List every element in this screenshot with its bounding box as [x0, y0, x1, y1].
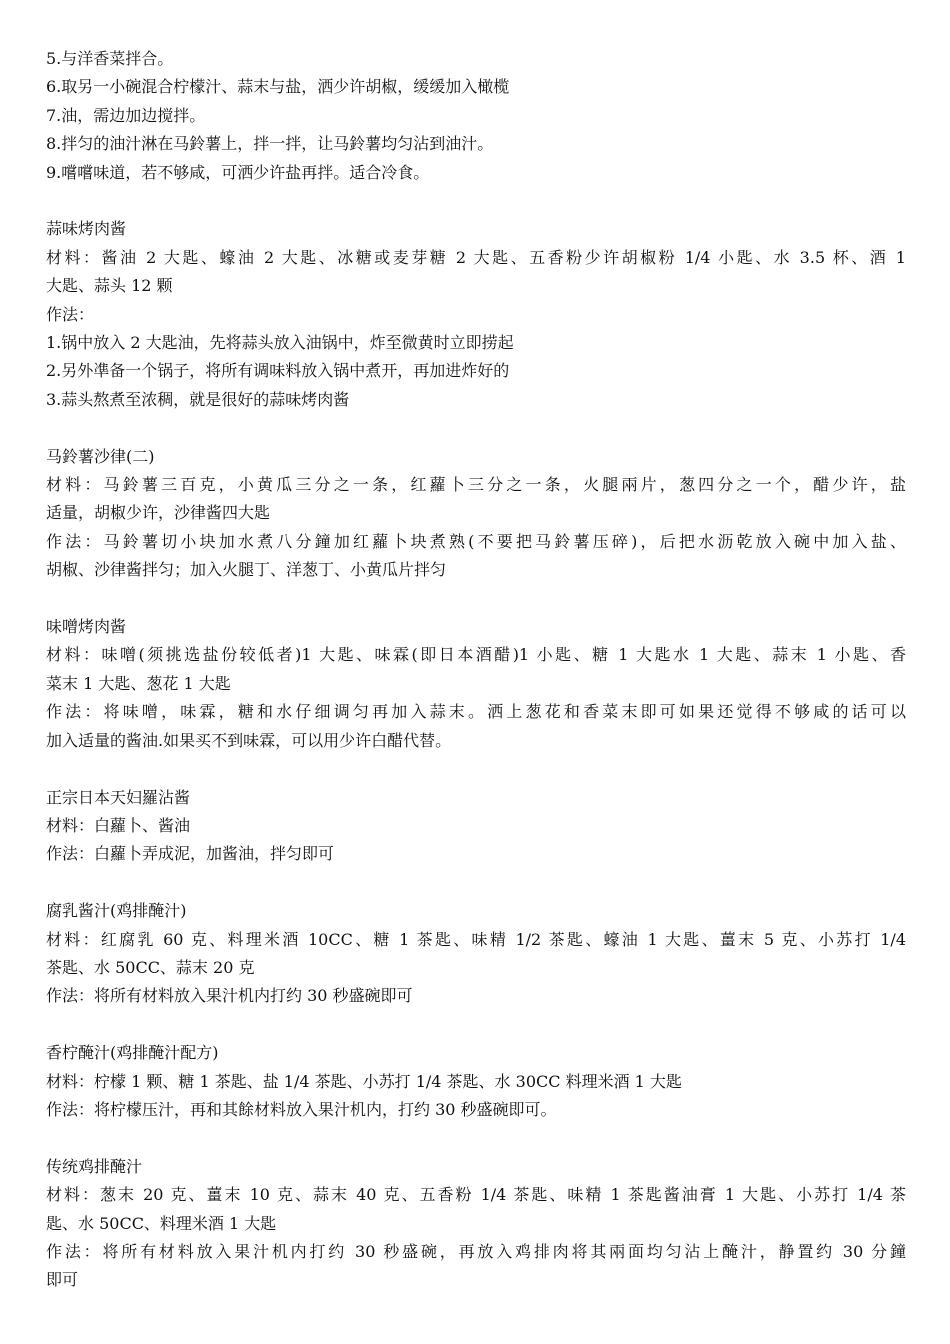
recipe-line: 作法：将柠檬压汁，再和其餘材料放入果汁机内，打约 30 秒盛碗即可。 [46, 1099, 557, 1119]
recipe-title: 传统鸡排醃汁 [46, 1156, 143, 1176]
recipe-line: 作法：白蘿卜弄成泥，加酱油，拌匀即可 [46, 844, 335, 864]
recipe-line: 作法：将所有材料放入果汁机内打约 30 秒盛碗即可 [46, 986, 413, 1006]
recipe-title: 香柠醃汁(鸡排醃汁配方) [46, 1043, 219, 1063]
recipe-line: 材料：葱末 20 克、薑末 10 克、蒜末 40 克、五香粉 1/4 茶匙、味精 1 茶匙酱油膏 1 大匙、小苏打 1/4 茶 [46, 1185, 906, 1205]
recipe-potato-salad [46, 443, 906, 585]
recipe-title: 马鈴薯沙律(二) [46, 446, 155, 466]
recipe-title: 腐乳酱汁(鸡排醃汁) [46, 901, 187, 921]
recipe-title: 味噌烤肉酱 [46, 617, 127, 637]
step-line: 9.嚐嚐味道，若不够咸，可洒少许盐再拌。适合冷食。 [46, 162, 430, 182]
recipe-line: 即可 [46, 1270, 79, 1290]
recipe-line: 材料：柠檬 1 颗、糖 1 茶匙、盐 1/4 茶匙、小苏打 1/4 茶匙、水 30CC 料理米酒 1 大匙 [46, 1071, 682, 1091]
recipe-line: 材料：味噌(须挑选盐份较低者)1 大匙、味霖(即日本酒醋)1 小匙、糖 1 大匙水 1 大匙、蒜末 1 小匙、香 [46, 645, 906, 665]
step-line: 7.油，需边加边搅拌。 [46, 105, 206, 125]
recipe-line: 2.另外凖备一个锅子，将所有调味料放入锅中煮开，再加进炸好的 [46, 361, 510, 381]
recipe-lemon-marinade [46, 1039, 906, 1124]
recipe-line: 材料：红腐乳 60 克、料理米酒 10CC、糖 1 茶匙、味精 1/2 茶匙、蠔油 1 大匙、薑末 5 克、小苏打 1/4 [46, 929, 906, 949]
recipe-line: 适量，胡椒少许，沙律酱四大匙 [46, 503, 271, 523]
recipe-line: 茶匙、水 50CC、蒜末 20 克 [46, 957, 255, 977]
recipe-line: 作法：将味噌，味霖，糖和水仔细调匀再加入蒜末。洒上葱花和香菜末即可如果还觉得不够咸的话可以 [46, 702, 906, 722]
recipe-fermented-tofu-marinade [46, 897, 906, 1011]
recipe-line: 作法：马鈴薯切小块加水煮八分鐘加红蘿卜块煮熟(不要把马鈴薯压碎)，后把水沥乾放入碗中加入盐、 [46, 531, 906, 551]
recipe-line: 材料：酱油 2 大匙、蠔油 2 大匙、冰糖或麦芽糖 2 大匙、五香粉少许胡椒粉 1/4 小匙、水 3.5 杯、酒 1 [46, 247, 906, 267]
step-line: 6.取另一小碗混合柠檬汁、蒜末与盐，洒少许胡椒，缓缓加入橄榄 [46, 77, 510, 97]
recipe-tempura-dip [46, 784, 906, 869]
recipe-line: 作法： [46, 304, 95, 324]
recipe-line: 作法：将所有材料放入果汁机内打约 30 秒盛碗，再放入鸡排肉将其兩面均匀沾上醃汁，静置约 30 分鐘 [46, 1241, 906, 1261]
recipe-line: 材料：马鈴薯三百克，小黄瓜三分之一条，红蘿卜三分之一条，火腿兩片，葱四分之一个，醋少许，盐 [46, 475, 906, 495]
recipe-line: 材料：白蘿卜、酱油 [46, 815, 191, 835]
recipe-line: 3.蒜头熬煮至浓稠，就是很好的蒜味烤肉酱 [46, 389, 350, 409]
recipe-line: 匙、水 50CC、料理米酒 1 大匙 [46, 1213, 277, 1233]
recipe-line: 菜末 1 大匙、葱花 1 大匙 [46, 673, 231, 693]
recipe-line: 胡椒、沙律酱拌匀；加入火腿丁、洋葱丁、小黄瓜片拌匀 [46, 560, 447, 580]
recipe-title: 正宗日本天妇羅沾酱 [46, 787, 191, 807]
recipe-line: 大匙、蒜头 12 颗 [46, 276, 173, 296]
recipe-traditional-chicken-marinade [46, 1153, 906, 1295]
document-page [46, 45, 906, 1295]
recipe-line: 1.锅中放入 2 大匙油，先将蒜头放入油锅中，炸至微黄时立即捞起 [46, 333, 514, 353]
step-line: 5.与洋香菜拌合。 [46, 49, 174, 68]
recipe-title: 蒜味烤肉酱 [46, 219, 127, 239]
recipe-line: 加入适量的酱油.如果买不到味霖，可以用少许白醋代替。 [46, 730, 452, 750]
step-line: 8.拌匀的油汁淋在马鈴薯上，拌一拌，让马鈴薯均匀沾到油汁。 [46, 134, 494, 154]
intro-steps [46, 45, 906, 187]
recipe-garlic-bbq-sauce [46, 215, 906, 414]
recipe-miso-bbq-sauce [46, 613, 906, 755]
